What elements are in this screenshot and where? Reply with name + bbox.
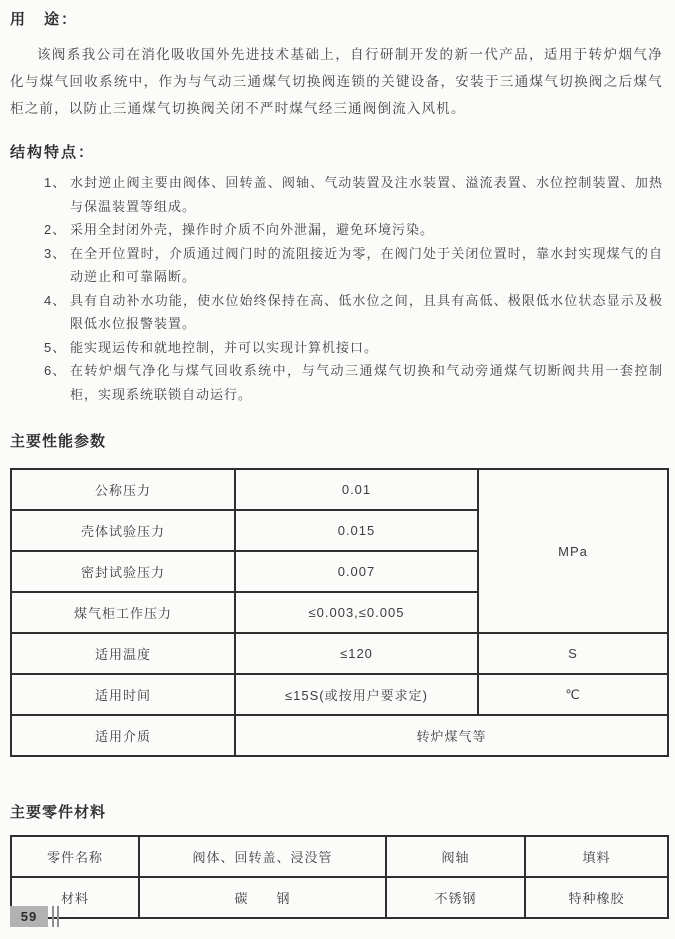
page-number-badge: 59 — [10, 906, 48, 927]
features-list — [10, 171, 663, 406]
material-cell: 不锈钢 — [386, 877, 525, 918]
list-item-marker: 2、 — [44, 222, 67, 237]
material-cell: 特种橡胶 — [525, 877, 668, 918]
param-unit: MPa — [478, 469, 668, 633]
list-item-text: 能实现运传和就地控制，并可以实现计算机接口。 — [70, 339, 379, 355]
list-item-text: 具有自动补水功能，使水位始终保持在高、低水位之间，且具有高低、极限低水位状态显示及极限低水位报警装置。 — [70, 292, 663, 331]
param-label: 公称压力 — [11, 469, 235, 510]
materials-table — [10, 835, 669, 919]
part-header: 零件名称 — [11, 836, 139, 877]
param-value: ≤15S(或按用户要求定) — [235, 674, 478, 715]
param-value: ≤0.003,≤0.005 — [235, 592, 478, 633]
list-item — [44, 289, 663, 336]
table-row — [11, 633, 668, 674]
page-footer — [10, 906, 59, 927]
list-item-marker: 3、 — [44, 245, 67, 261]
param-label: 煤气柜工作压力 — [11, 592, 235, 633]
list-item — [44, 336, 663, 360]
list-item-text: 水封逆止阀主要由阀体、回转盖、阀轴、气动装置及注水装置、溢流表置、水位控制装置、加热与保温装置等组成。 — [70, 175, 663, 214]
list-item — [44, 218, 663, 242]
list-item — [44, 359, 663, 406]
part-cell: 阀体、回转盖、浸没管 — [139, 836, 386, 877]
param-value: 0.01 — [235, 469, 478, 510]
table-row — [11, 877, 668, 918]
list-item-text: 在转炉烟气净化与煤气回收系统中，与气动三通煤气切换和气动旁通煤气切断阀共用一套控制柜，实现系统联锁自动运行。 — [70, 363, 663, 402]
list-item — [44, 242, 663, 289]
list-item — [44, 171, 663, 218]
param-value: ≤120 — [235, 633, 478, 674]
materials-heading: 主要零件材料 — [10, 804, 107, 821]
purpose-heading: 用 途： — [10, 11, 79, 28]
performance-heading: 主要性能参数 — [10, 433, 107, 450]
table-row — [11, 469, 668, 510]
purpose-paragraph: 该阀系我公司在消化吸收国外先进技术基础上，自行研制开发的新一代产品，适用于转炉烟气净化与煤气回收系统中，作为与气动三通煤气切换阀连锁的关键设备，安装于三通煤气切换阀之后煤气柜之前，以防止三通煤气切换阀关闭不严时煤气经三通阀倒流入风机。 — [10, 47, 663, 116]
material-cell: 碳 钢 — [139, 877, 386, 918]
param-value: 0.015 — [235, 510, 478, 551]
list-item-marker: 6、 — [44, 363, 67, 378]
param-label: 密封试验压力 — [11, 551, 235, 592]
list-item-marker: 1、 — [44, 175, 67, 190]
table-row — [11, 715, 668, 756]
list-item-marker: 5、 — [44, 339, 67, 355]
param-unit: S — [478, 633, 668, 674]
part-cell: 填料 — [525, 836, 668, 877]
list-item-text: 在全开位置时，介质通过阀门时的流阻接近为零，在阀门处于关闭位置时，靠水封实现煤气的自动逆止和可靠隔断。 — [70, 245, 663, 284]
param-label: 适用时间 — [11, 674, 235, 715]
param-unit: ℃ — [478, 674, 668, 715]
param-label: 壳体试验压力 — [11, 510, 235, 551]
features-heading: 结构特点： — [10, 144, 96, 161]
param-value: 0.007 — [235, 551, 478, 592]
table-row — [11, 674, 668, 715]
table-row — [11, 836, 668, 877]
param-label: 适用介质 — [11, 715, 235, 756]
param-label: 适用温度 — [11, 633, 235, 674]
performance-table — [10, 468, 669, 757]
page-number-stripe — [52, 906, 59, 927]
param-value: 转炉煤气等 — [235, 715, 668, 756]
material-header: 材料 — [11, 877, 139, 918]
list-item-marker: 4、 — [44, 292, 67, 308]
list-item-text: 采用全封闭外壳，操作时介质不向外泄漏，避免环境污染。 — [70, 222, 435, 237]
part-cell: 阀轴 — [386, 836, 525, 877]
